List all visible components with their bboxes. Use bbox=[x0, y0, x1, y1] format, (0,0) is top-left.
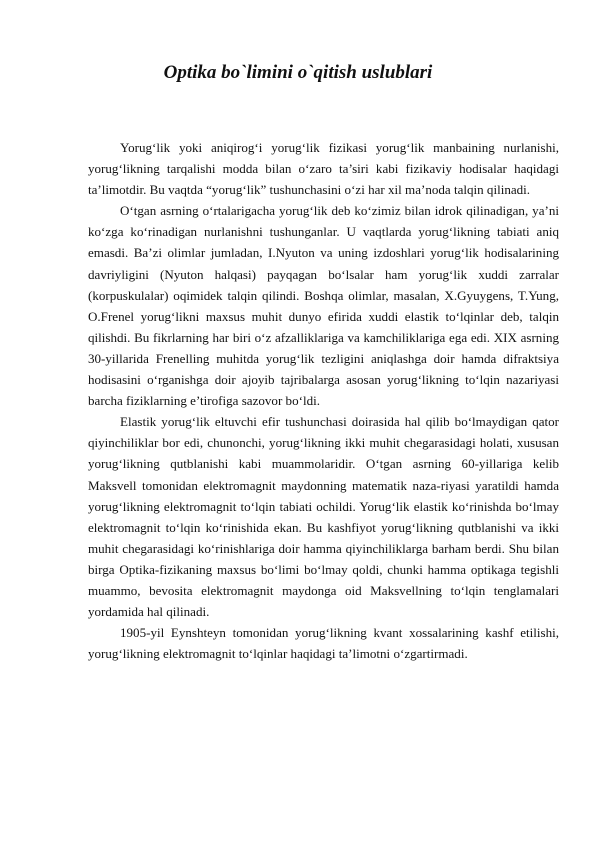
paragraph: Yorug‘lik yoki aniqirog‘i yorug‘lik fizikasi yorug‘lik manbaining nurlanishi, yorug‘likning tarqalishi modda bilan o‘zaro ta’siri kabi fizikaviy hodisalar haqidagi ta’limotdir. Bu vaqtda “yorug‘lik” tushunchasini o‘zi har xil ma’noda talqin qilinadi. bbox=[88, 140, 559, 198]
document-title: Optika bo`limini o`qitish uslublari bbox=[163, 62, 433, 83]
paragraph: O‘tgan asrning o‘rtalarigacha yorug‘lik deb ko‘zimiz bilan idrok qilinadigan, ya’ni ko‘zga ko‘rinadigan nurlanishni tushunganlar. U vaqtlarda yorug‘likning tabiati aniq emasdi. Ba’zi olimlar jumladan, I.Nyuton va uning izdoshlari yorug‘lik hodisalarining davriyligini (Nyuton halqasi) payqagan bo‘lsalar ham yorug‘lik xuddi zarralar (korpuskulalar) oqimidek talqin qilindi. Boshqa olimlar, masalan, X.Gyuygens, T.Yung, O.Frenel yorug‘likni maxsus muhit dunyo efirida xuddi elastik to‘lqinlar deb, talqin qilishdi. Bu fikrlarning har biri o‘z afzalliklariga va kamchiliklariga ega edi. XIX asrning 30-yillarida Frenelling muhitda yorug‘lik tezligini aniqlashga doir hamda difraktsiya hodisasini o‘rganishga doir ajoyib tajribalarga asosan yorug‘likning to‘lqin nazariyasi barcha fiziklarning e’tirofiga sazovor bo‘ldi. bbox=[88, 203, 559, 409]
paragraph: 1905-yil Eynshteyn tomonidan yorug‘likning kvant xossalarining kashf etilishi, yorug‘likning elektromagnit to‘lqinlar haqidagi ta’limotni o‘zgartirmadi. bbox=[88, 625, 559, 662]
paragraph: Elastik yorug‘lik eltuvchi efir tushunchasi doirasida hal qilib bo‘lmaydigan qator qiyinchiliklar bor edi, chunonchi, yorug‘likning ikki muhit chegarasidagi holati, xususan yorug‘likning qutblanishi kabi muammolaridir. O‘tgan asrning 60-yillariga kelib Maksvell tomonidan elektromagnit maydonning matematik naza-riyasi yaratildi hamda yorug‘likning elektromagnit to‘lqin tabiati ochildi. Yorug‘lik elastik ko‘rinishda bo‘lmay elektromagnit to‘lqin ko‘rinishida ekan. Bu kashfiyot yorug‘likning qutblanishi va ikki muhit chegarasidagi ko‘rinishlariga doir hamma qiyinchiliklarga barham berdi. Shu bilan birga Optika-fizikaning maxsus bo‘limi bo‘lmay qoldi, chunki hamma optikaga tegishli muammo, bevosita elektromagnit maydonga oid Maksvellning to‘lqin tenglamalari yordamida hal qilinadi. bbox=[88, 414, 559, 620]
document-body bbox=[88, 137, 559, 664]
